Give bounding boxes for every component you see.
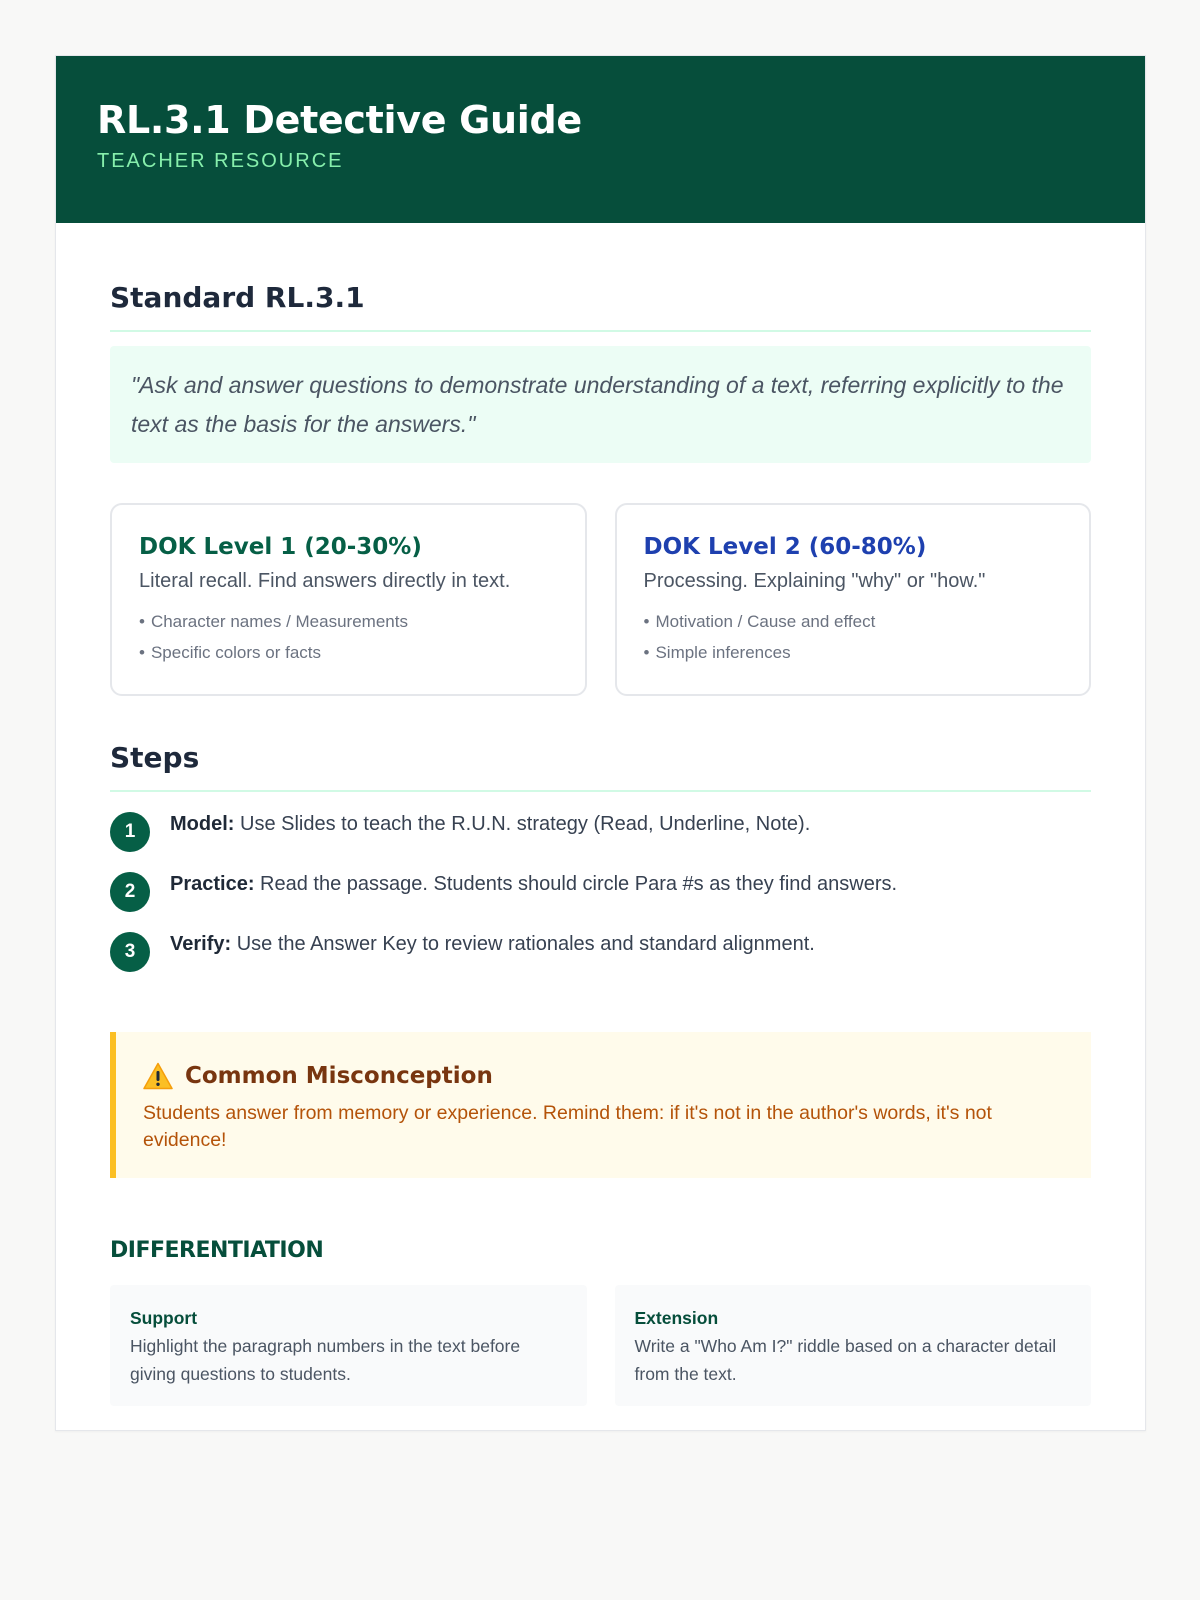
differentiation-cards	[110, 1285, 1091, 1406]
steps-list	[110, 812, 1091, 992]
differentiation-heading: DIFFERENTIATION	[110, 1238, 324, 1263]
dok-level-2-title: DOK Level 2 (60-80%)	[643, 534, 927, 560]
step-text	[170, 812, 810, 836]
dok-level-2-description: Processing. Explaining "why" or "how."	[643, 570, 986, 592]
dok-level-2-bullet-1: Motivation / Cause and effect	[655, 612, 876, 631]
list-item	[644, 606, 1064, 637]
step-label: Practice:	[170, 873, 255, 895]
warning-icon	[143, 1062, 173, 1090]
step-item-3	[110, 932, 1091, 992]
misconception-header	[143, 1060, 1061, 1092]
step-label: Verify:	[170, 933, 232, 955]
step-item-2	[110, 872, 1091, 932]
page-title: RL.3.1 Detective Guide	[97, 98, 582, 142]
list-item	[644, 637, 1064, 668]
dok-level-1-title: DOK Level 1 (20-30%)	[139, 534, 422, 560]
dok-level-1-description: Literal recall. Find answers directly in text.	[139, 570, 511, 592]
dok-level-1-bullets	[139, 606, 559, 668]
page-header	[56, 56, 1145, 223]
support-text: Highlight the paragraph numbers in the text before giving questions to students.	[130, 1336, 521, 1384]
extension-label: Extension	[634, 1308, 719, 1328]
teacher-guide-page	[55, 55, 1146, 1431]
page-content	[56, 223, 1145, 1406]
bullet-icon: •	[139, 612, 145, 631]
bullet-icon: •	[643, 643, 650, 662]
page-subtitle: TEACHER RESOURCE	[97, 150, 344, 172]
support-label: Support	[130, 1308, 198, 1328]
step-item-1	[110, 812, 1091, 872]
step-text	[170, 872, 897, 896]
dok-levels	[110, 503, 1091, 696]
misconception-text: Students answer from memory or experience. Remind them: if it's not in the author's words, it's not evidence!	[143, 1102, 992, 1151]
steps-section	[110, 696, 1091, 992]
dok-level-1-card	[110, 503, 587, 696]
extension-text: Write a "Who Am I?" riddle based on a character detail from the text.	[634, 1336, 1057, 1384]
step-description: Read the passage. Students should circle Para #s as they find answers.	[254, 873, 898, 895]
dok-level-1-bullet-1: Character names / Measurements	[150, 612, 408, 631]
steps-heading: Steps	[110, 741, 200, 774]
standard-quote: "Ask and answer questions to demonstrate understanding of a text, referring explicitly to the text as the basis for the answers."	[110, 346, 1091, 463]
bullet-icon: •	[139, 643, 145, 662]
step-text	[170, 932, 815, 956]
support-card	[110, 1285, 587, 1406]
dok-level-2-bullets	[644, 606, 1064, 668]
step-description: Use the Answer Key to review rationales and standard alignment.	[231, 933, 815, 955]
step-label: Model:	[170, 813, 235, 835]
section-divider	[110, 790, 1091, 792]
misconception-title: Common Misconception	[185, 1063, 493, 1089]
step-number-badge: 3	[110, 932, 150, 972]
step-description: Use Slides to teach the R.U.N. strategy (Read, Underline, Note).	[234, 813, 811, 835]
step-number-badge: 1	[110, 812, 150, 852]
dok-level-1-bullet-2: Specific colors or facts	[150, 643, 322, 662]
extension-card	[615, 1285, 1092, 1406]
section-divider	[110, 330, 1091, 332]
standard-section	[110, 223, 1091, 463]
step-number-badge: 2	[110, 872, 150, 912]
list-item	[139, 637, 559, 668]
bullet-icon: •	[643, 612, 650, 631]
standard-heading: Standard RL.3.1	[110, 281, 365, 314]
misconception-callout	[110, 1032, 1091, 1178]
list-item	[139, 606, 559, 637]
dok-level-2-card	[615, 503, 1092, 696]
dok-level-2-bullet-2: Simple inferences	[655, 643, 791, 662]
